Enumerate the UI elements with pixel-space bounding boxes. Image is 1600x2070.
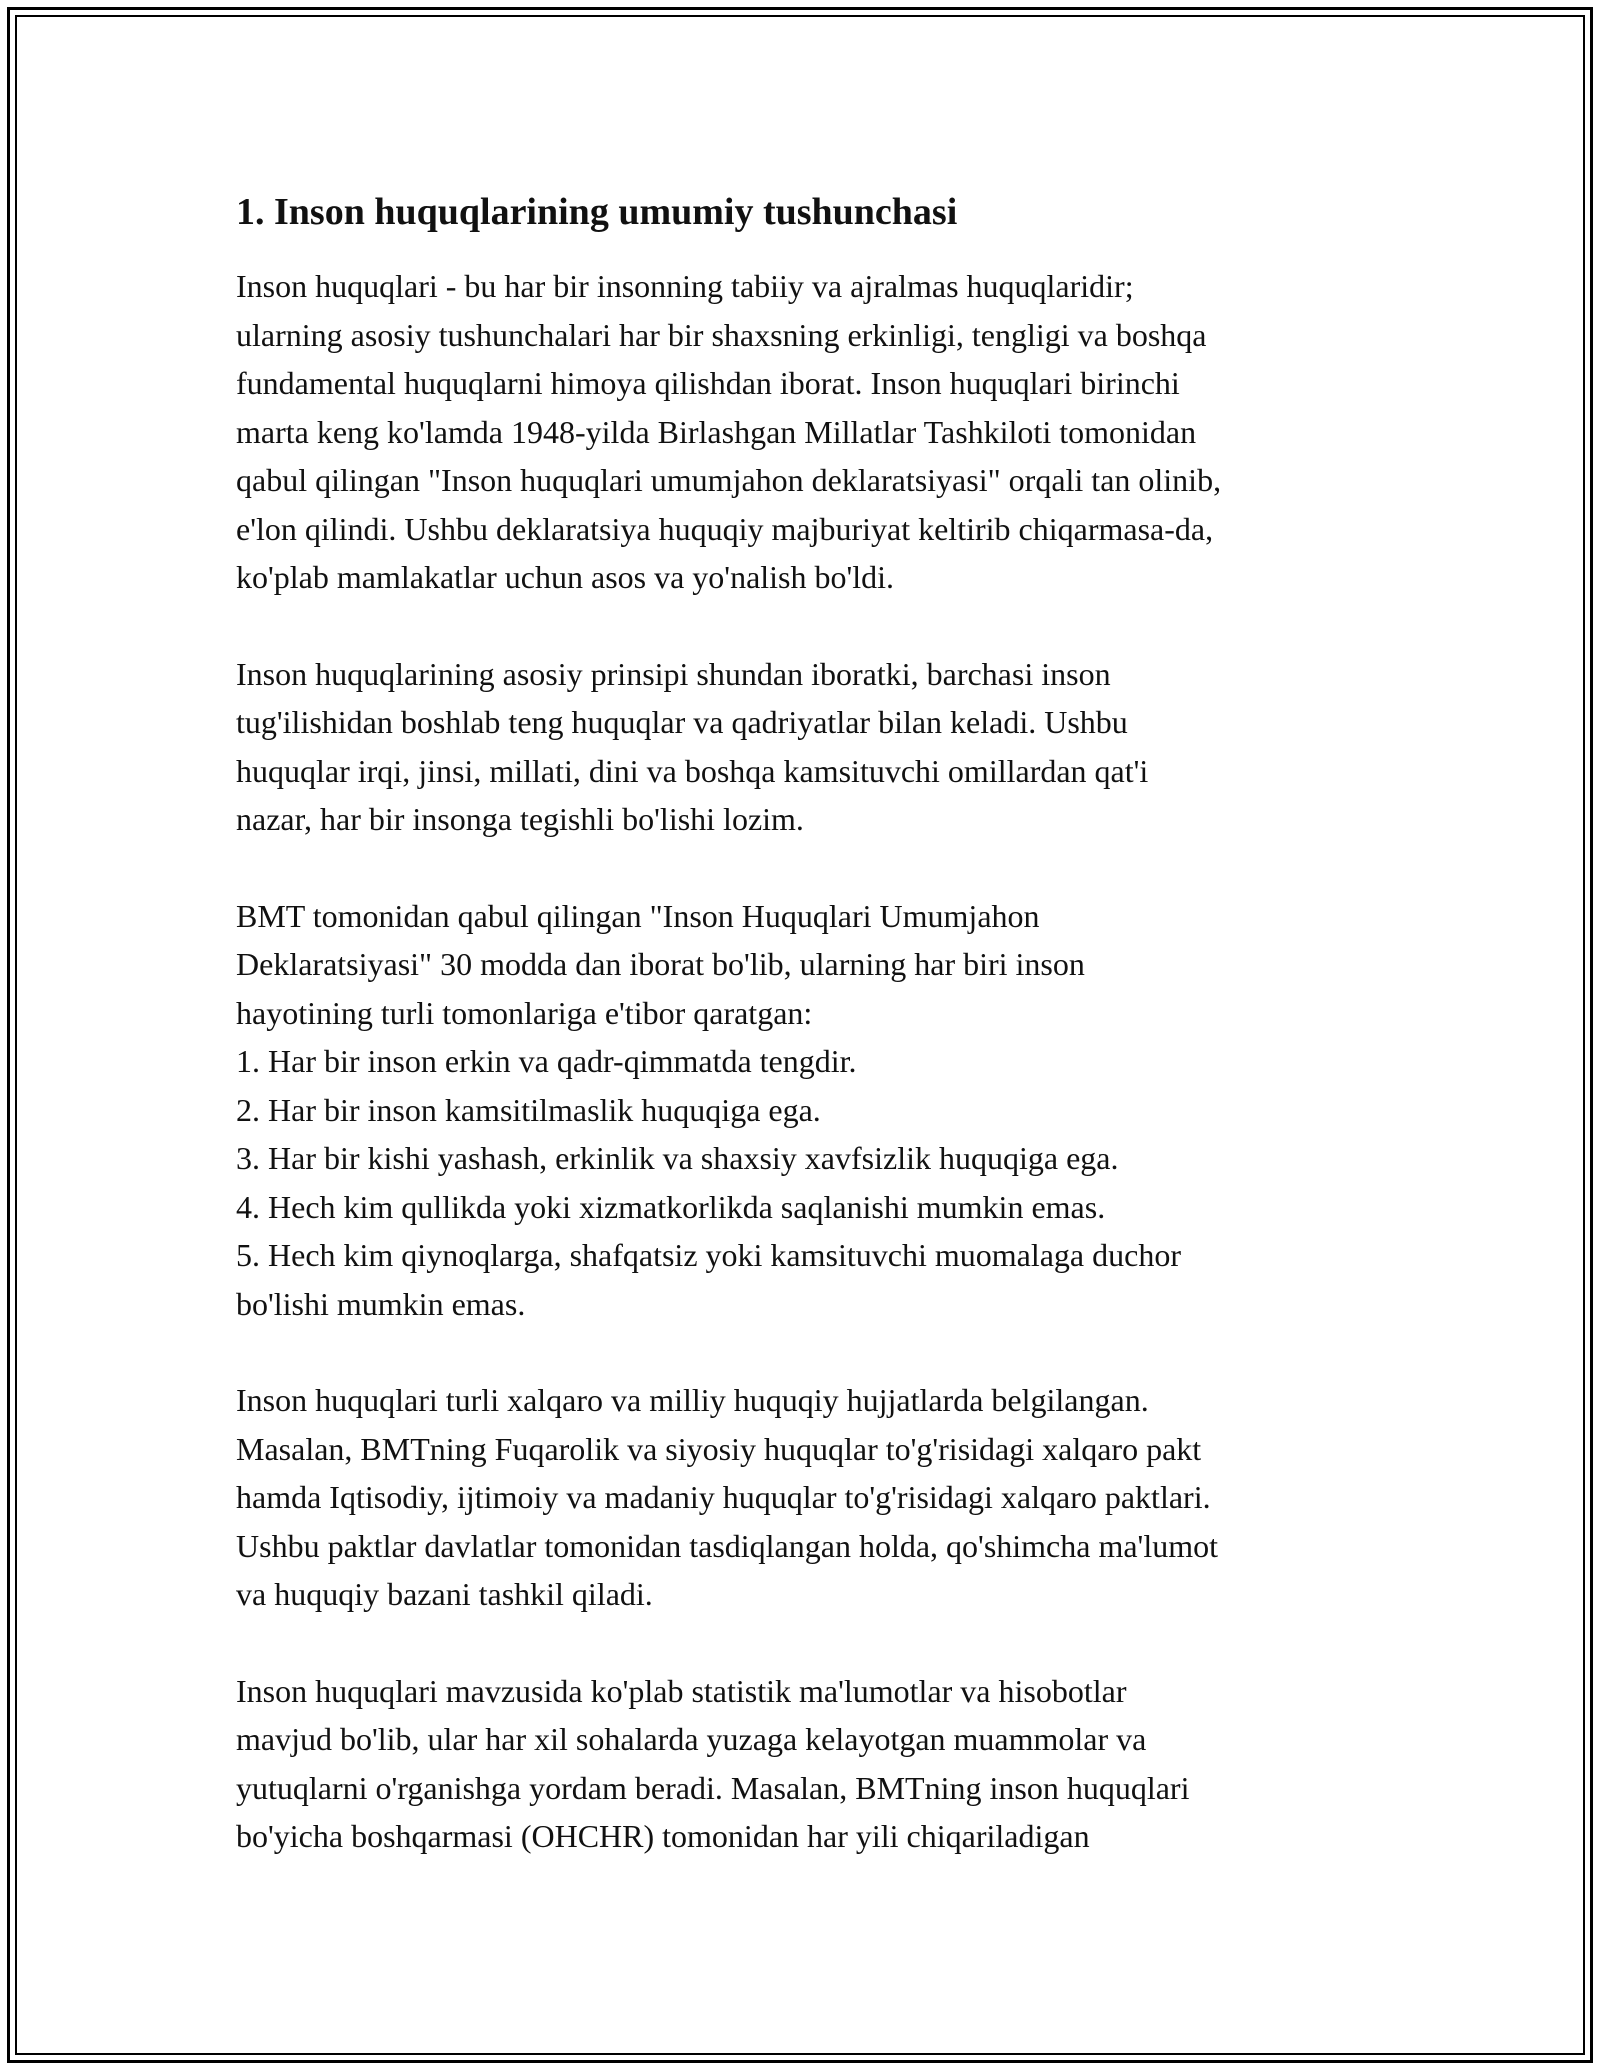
text-line: 5. Hech kim qiynoqlarga, shafqatsiz yoki kamsituvchi muomalaga duchor	[236, 1237, 1181, 1273]
text-line: 1. Har bir inson erkin va qadr-qimmatda tengdir.	[236, 1043, 857, 1079]
text-line: 3. Har bir kishi yashash, erkinlik va shaxsiy xavfsizlik huquqiga ega.	[236, 1140, 1119, 1176]
text-line: va huquqiy bazani tashkil qiladi.	[236, 1576, 653, 1612]
text-line: marta keng ko'lamda 1948-yilda Birlashgan Millatlar Tashkiloti tomonidan	[236, 413, 1197, 450]
document-body	[236, 188, 1376, 1861]
text-line: hamda Iqtisodiy, ijtimoiy va madaniy huquqlar to'g'risidagi xalqaro paktlari.	[236, 1479, 1211, 1515]
text-line: qabul qilingan "Inson huquqlari umumjahon deklaratsiyasi" orqali tan olinib,	[236, 462, 1222, 498]
text-line: ularning asosiy tushunchalari har bir shaxsning erkinligi, tengligi va boshqa	[236, 316, 1207, 353]
text-line: Deklaratsiyasi" 30 modda dan iborat bo'lib, ularning har biri inson	[236, 946, 1085, 982]
text-line: hayotining turli tomonlariga e'tibor qaratgan:	[236, 994, 813, 1031]
text-line: Inson huquqlari mavzusida ko'plab statistik ma'lumotlar va hisobotlar	[236, 1672, 1127, 1709]
text-line: Inson huquqlari turli xalqaro va milliy huquqiy hujjatlarda belgilangan.	[236, 1382, 1149, 1418]
text-line: huquqlar irqi, jinsi, millati, dini va boshqa kamsituvchi omillardan qat'i	[236, 752, 1149, 789]
section-heading: 1. Inson huquqlarining umumiy tushunchasi	[236, 191, 958, 233]
text-line: e'lon qilindi. Ushbu deklaratsiya huquqiy majburiyat keltirib chiqarmasa-da,	[236, 510, 1214, 547]
paragraph-2	[236, 650, 1376, 844]
text-line: 2. Har bir inson kamsitilmaslik huquqiga ega.	[236, 1091, 821, 1128]
text-line: 4. Hech kim qullikda yoki xizmatkorlikda saqlanishi mumkin emas.	[236, 1188, 1106, 1225]
text-line: Inson huquqlari - bu har bir insonning tabiiy va ajralmas huquqlaridir;	[236, 268, 1134, 304]
paragraph-container	[236, 262, 1376, 1861]
paragraph-3	[236, 892, 1376, 1329]
paragraph-4	[236, 1376, 1376, 1619]
text-line: yutuqlarni o'rganishga yordam beradi. Masalan, BMTning inson huquqlari	[236, 1769, 1190, 1806]
text-line: BMT tomonidan qabul qilingan "Inson Huquqlari Umumjahon	[236, 897, 1040, 934]
text-line: nazar, har bir insonga tegishli bo'lishi lozim.	[236, 801, 804, 837]
text-line: Masalan, BMTning Fuqarolik va siyosiy huquqlar to'g'risidagi xalqaro pakt	[236, 1430, 1202, 1467]
text-line: Inson huquqlarining asosiy prinsipi shundan iboratki, barchasi inson	[236, 655, 1111, 692]
text-line: bo'lishi mumkin emas.	[236, 1285, 526, 1322]
text-line: bo'yicha boshqarmasi (OHCHR) tomonidan har yili chiqariladigan	[236, 1818, 1090, 1854]
text-line: mavjud bo'lib, ular har xil sohalarda yuzaga kelayotgan muammolar va	[236, 1721, 1147, 1757]
text-line: ko'plab mamlakatlar uchun asos va yo'nalish bo'ldi.	[236, 559, 895, 595]
text-line: tug'ilishidan boshlab teng huquqlar va qadriyatlar bilan keladi. Ushbu	[236, 704, 1128, 740]
text-line: Ushbu paktlar davlatlar tomonidan tasdiqlangan holda, qo'shimcha ma'lumot	[236, 1527, 1218, 1564]
paragraph-5	[236, 1667, 1376, 1861]
paragraph-1	[236, 262, 1376, 602]
text-line: fundamental huquqlarni himoya qilishdan iborat. Inson huquqlari birinchi	[236, 365, 1180, 401]
